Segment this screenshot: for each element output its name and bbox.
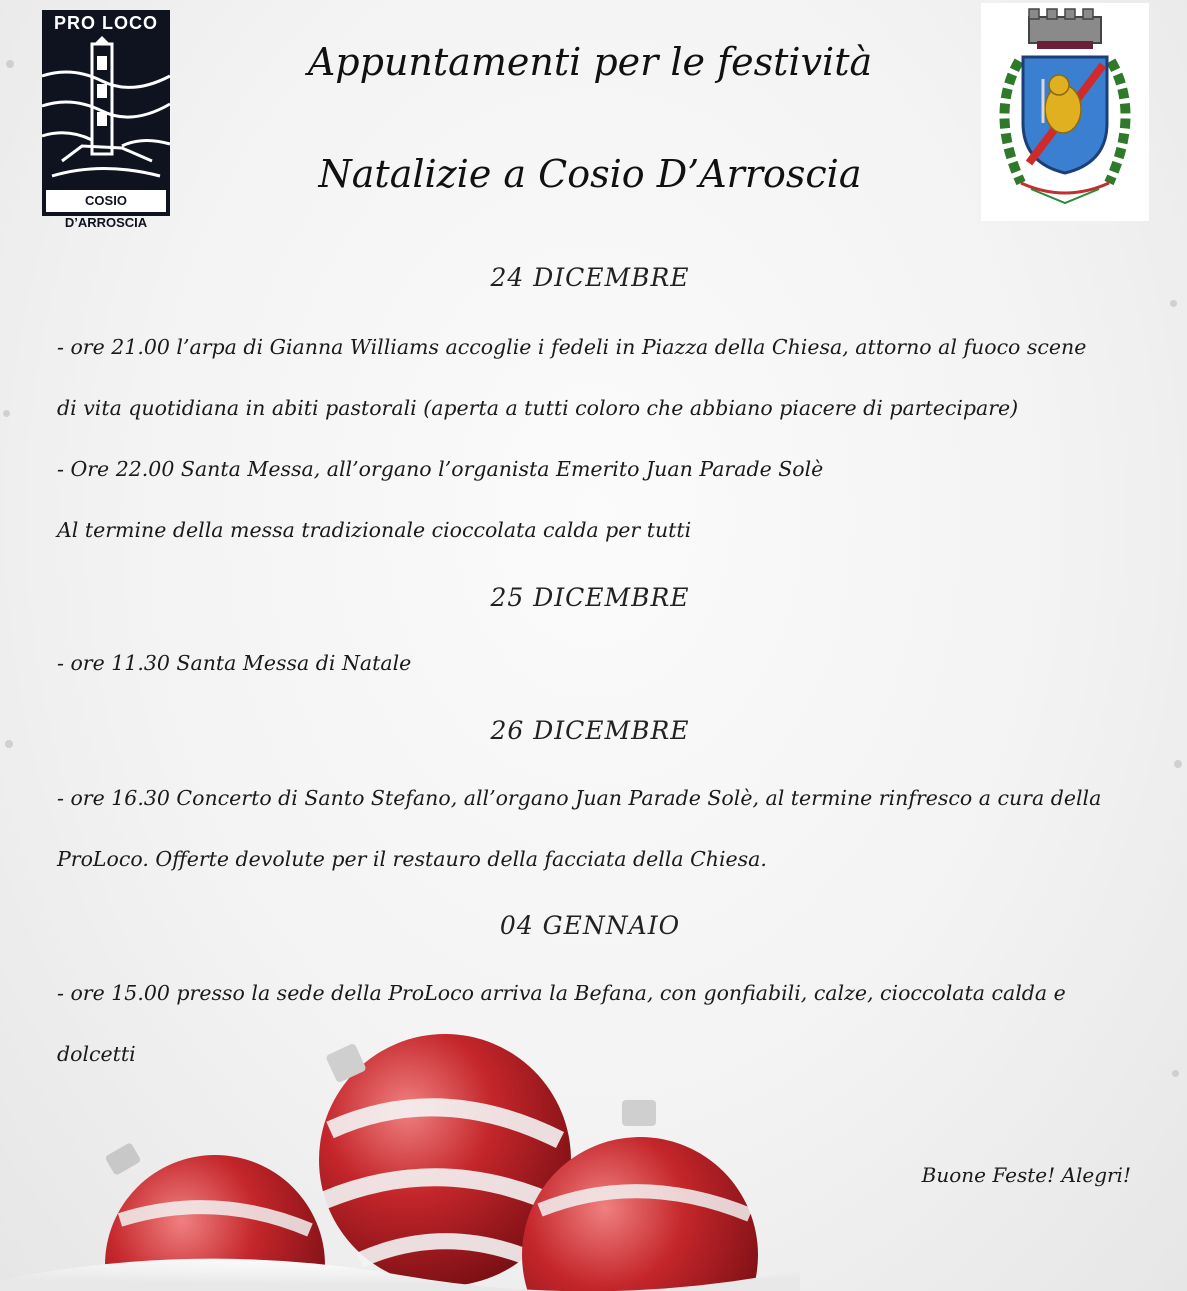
event-line: - ore 16.30 Concerto di Santo Stefano, all’organo Juan Parade Solè, al termine rinfresco a cura della <box>57 786 1102 810</box>
day-heading: 26 DICEMBRE <box>490 716 690 745</box>
event-line: - ore 21.00 l’arpa di Gianna Williams accoglie i fedeli in Piazza della Chiesa, attorno al fuoco scene <box>57 335 1087 359</box>
bell-tower-icon <box>42 36 170 192</box>
event-line: - Ore 22.00 Santa Messa, all’organo l’organista Emerito Juan Parade Solè <box>57 457 824 481</box>
coat-of-arms-icon <box>981 3 1149 221</box>
title-line-2: Natalizie a Cosio D’Arroscia <box>318 152 862 196</box>
event-line: di vita quotidiana in abiti pastorali (aperta a tutti coloro che abbiano piacere di partecipare) <box>57 396 1019 420</box>
proloco-logo <box>42 10 170 230</box>
snow-speck <box>1170 300 1177 307</box>
title-line-1: Appuntamenti per le festività <box>307 40 873 84</box>
closing-text: Buone Feste! Alegri! <box>921 1163 1131 1187</box>
day-heading: 25 DICEMBRE <box>490 583 690 612</box>
event-line: - ore 11.30 Santa Messa di Natale <box>57 651 412 675</box>
snow-speck <box>5 740 13 748</box>
event-line: ProLoco. Offerte devolute per il restauro della facciata della Chiesa. <box>57 847 767 871</box>
proloco-logo-bottom-text: COSIO D’ARROSCIA <box>46 190 166 212</box>
snow-speck <box>6 60 14 68</box>
event-line: Al termine della messa tradizionale cioccolata calda per tutti <box>57 518 692 542</box>
christmas-baubles-image <box>0 1040 800 1291</box>
proloco-logo-top-text: PRO LOCO <box>53 13 158 33</box>
snow-speck <box>1174 760 1182 768</box>
snow-speck <box>1172 1070 1179 1077</box>
event-line: dolcetti <box>57 1042 136 1066</box>
day-heading: 04 GENNAIO <box>499 911 681 940</box>
day-heading: 24 DICEMBRE <box>490 263 690 292</box>
snow-speck <box>3 410 10 417</box>
event-line: - ore 15.00 presso la sede della ProLoco arriva la Befana, con gonfiabili, calze, cioccolata calda e <box>57 981 1066 1005</box>
